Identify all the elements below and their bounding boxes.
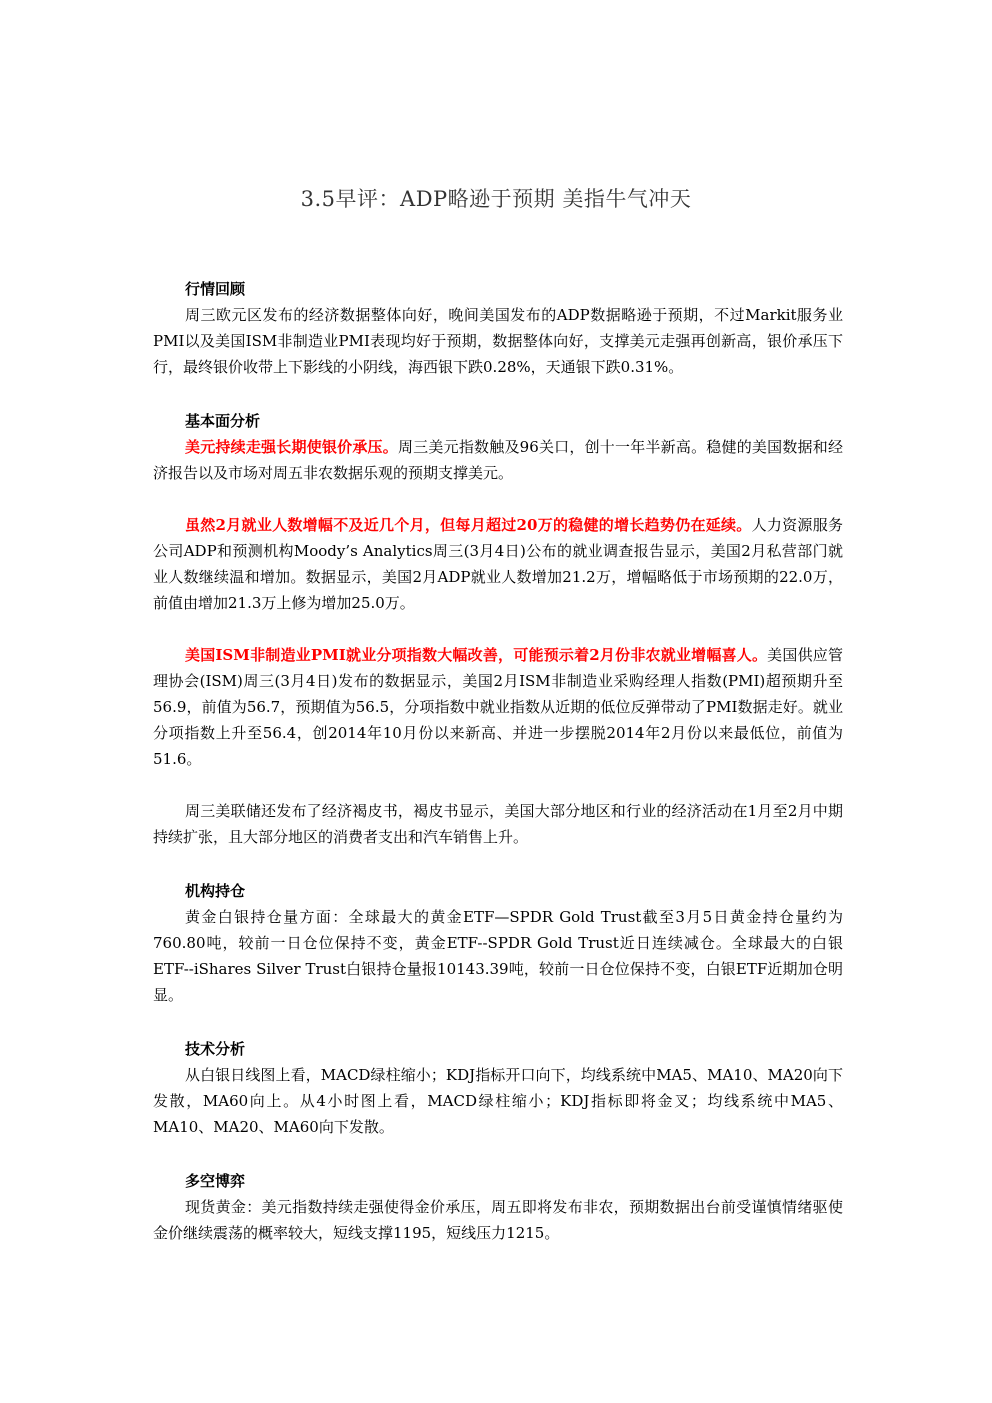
- fundamental-paragraph-3: [153, 642, 843, 772]
- spacer: [153, 850, 843, 878]
- page-title: 3.5早评：ADP略逊于预期 美指牛气冲天: [300, 187, 692, 211]
- outlook-paragraph: 现货黄金：美元指数持续走强使得金价承压，周五即将发布非农，预期数据出台前受谨慎情绪驱使金价继续震荡的概率较大，短线支撑1195，短线压力1215。: [153, 1198, 843, 1242]
- spacer: [153, 616, 843, 642]
- spacer: [153, 1008, 843, 1036]
- paragraph-text: 周三美元指数触及96关口，创十一年半新高。稳健的美国数据和经济报告以及市场对周五非农数据乐观的预期支撑美元。: [153, 438, 843, 482]
- holdings-paragraph: 黄金白银持仓量方面：全球最大的黄金ETF—SPDR Gold Trust截至3月5日黄金持仓量约为760.80吨，较前一日仓位保持不变，黄金ETF--SPDR Gold Trust近日连续减仓。全球最大的白银ETF--iShares Silver Trust白银持仓量报10143.39吨，较前一日仓位保持不变，白银ETF近期加仓明显。: [153, 908, 843, 1004]
- spacer: [153, 1140, 843, 1168]
- fundamental-paragraph-1: [153, 434, 843, 486]
- paragraph-text: 人力资源服务公司ADP和预测机构Moody’s Analytics周三(3月4日)公布的就业调查报告显示，美国2月私营部门就业人数继续温和增加。数据显示，美国2月ADP就业人数增加21.2万，增幅略低于市场预期的22.0万，前值由增加21.3万上修为增加25.0万。: [153, 516, 843, 612]
- section-heading-holdings: 机构持仓: [185, 882, 246, 900]
- section-heading-outlook: 多空博弈: [185, 1172, 246, 1190]
- fundamental-paragraph-2: [153, 512, 843, 616]
- highlight-text: 虽然2月就业人数增幅不及近几个月，但每月超过20万的稳健的增长趋势仍在延续。: [185, 516, 752, 534]
- section-heading-technical: 技术分析: [185, 1040, 246, 1058]
- spacer: [153, 380, 843, 408]
- highlight-text: 美国ISM非制造业PMI就业分项指数大幅改善，可能预示着2月份非农就业增幅喜人。: [185, 646, 768, 664]
- highlight-text: 美元持续走强长期使银价承压。: [185, 438, 398, 456]
- paragraph-text: 美国供应管理协会(ISM)周三(3月4日)发布的数据显示，美国2月ISM非制造业采购经理人指数(PMI)超预期升至56.9，前值为56.7，预期值为56.5，分项指数中就业指数从近期的低位反弹带动了PMI数据走好。就业分项指数上升至56.4，创2014年10月份以来新高、并进一步摆脱2014年2月份以来最低位，前值为51.6。: [153, 646, 843, 768]
- fundamental-paragraph-4: 周三美联储还发布了经济褐皮书，褐皮书显示，美国大部分地区和行业的经济活动在1月至2月中期持续扩张，且大部分地区的消费者支出和汽车销售上升。: [153, 802, 843, 846]
- article-body: [153, 276, 843, 1246]
- spacer: [153, 772, 843, 798]
- section-heading-fundamental: 基本面分析: [185, 412, 261, 430]
- review-paragraph: 周三欧元区发布的经济数据整体向好，晚间美国发布的ADP数据略逊于预期，不过Markit服务业PMI以及美国ISM非制造业PMI表现均好于预期，数据整体向好，支撑美元走强再创新高，银价承压下行，最终银价收带上下影线的小阴线，海西银下跌0.28%，天通银下跌0.31%。: [153, 306, 843, 376]
- section-heading-review: 行情回顾: [185, 280, 246, 298]
- spacer: [153, 486, 843, 512]
- technical-paragraph: 从白银日线图上看，MACD绿柱缩小；KDJ指标开口向下，均线系统中MA5、MA10、MA20向下发散，MA60向上。从4小时图上看，MACD绿柱缩小；KDJ指标即将金叉；均线系统中MA5、MA10、MA20、MA60向下发散。: [153, 1066, 843, 1136]
